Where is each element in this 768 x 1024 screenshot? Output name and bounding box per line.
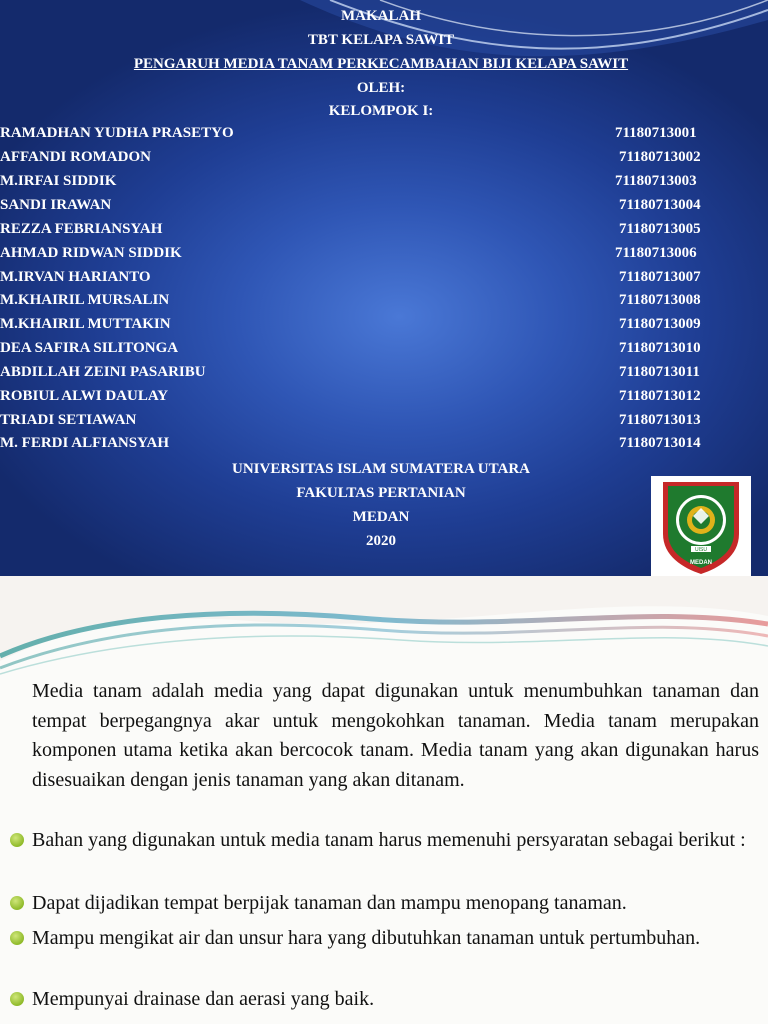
bullet-icon: [10, 992, 24, 1006]
bullet-icon: [10, 931, 24, 945]
uisu-shield-icon: [651, 476, 751, 576]
member-name: ABDILLAH ZEINI PASARIBU: [0, 364, 206, 380]
city: MEDAN: [352, 509, 410, 525]
member-nim: 71180713002: [619, 149, 701, 165]
member-name: REZZA FEBRIANSYAH: [0, 221, 163, 237]
member-nim: 71180713004: [619, 197, 701, 213]
bullet-icon: [10, 833, 24, 847]
member-nim: 71180713012: [619, 388, 701, 404]
bullet-item: Mempunyai drainase dan aerasi yang baik.: [32, 988, 375, 1010]
member-name: ROBIUL ALWI DAULAY: [0, 388, 169, 404]
member-nim: 71180713013: [619, 412, 701, 428]
content-slide: [0, 576, 768, 1024]
by-label: OLEH:: [356, 80, 406, 96]
member-name: M. FERDI ALFIANSYAH: [0, 435, 170, 451]
member-name: AFFANDI ROMADON: [0, 149, 151, 165]
logo-city-text: MEDAN: [690, 560, 712, 566]
member-name: M.KHAIRIL MURSALIN: [0, 292, 170, 308]
decorative-wave: [0, 576, 768, 676]
member-nim: 71180713003: [615, 173, 697, 189]
member-nim: 71180713007: [619, 269, 701, 285]
member-name: DEA SAFIRA SILITONGA: [0, 340, 179, 356]
member-nim: 71180713011: [619, 364, 700, 380]
bullet-item: Mampu mengikat air dan unsur hara yang dibutuhkan tanaman untuk pertumbuhan.: [32, 927, 701, 949]
member-nim: 71180713001: [615, 125, 697, 141]
university-logo: [651, 476, 751, 576]
bullet-item: Dapat dijadikan tempat berpijak tanaman dan mampu menopang tanaman.: [32, 892, 627, 914]
group-label: KELOMPOK I:: [328, 103, 434, 119]
bullet-icon: [10, 896, 24, 910]
doc-type: MAKALAH: [341, 8, 421, 24]
year: 2020: [366, 533, 396, 549]
member-name: AHMAD RIDWAN SIDDIK: [0, 245, 182, 261]
course-title: TBT KELAPA SAWIT: [307, 32, 455, 48]
member-nim: 71180713008: [619, 292, 701, 308]
faculty-name: FAKULTAS PERTANIAN: [296, 485, 466, 501]
member-name: M.IRFAI SIDDIK: [0, 173, 117, 189]
member-name: SANDI IRAWAN: [0, 197, 112, 213]
member-name: M.IRVAN HARIANTO: [0, 269, 151, 285]
university-name: UNIVERSITAS ISLAM SUMATERA UTARA: [232, 461, 530, 477]
member-nim: 71180713006: [615, 245, 697, 261]
member-nim: 71180713009: [619, 316, 701, 332]
member-name: TRIADI SETIAWAN: [0, 412, 137, 428]
member-name: RAMADHAN YUDHA PRASETYO: [0, 125, 234, 141]
member-nim: 71180713005: [619, 221, 701, 237]
bullet-item: Bahan yang digunakan untuk media tanam harus memenuhi persyaratan sebagai berikut :: [32, 829, 746, 851]
logo-badge-text: UISU: [695, 547, 707, 553]
paper-title: PENGARUH MEDIA TANAM PERKECAMBAHAN BIJI KELAPA SAWIT: [133, 56, 629, 72]
member-nim: 71180713010: [619, 340, 701, 356]
member-name: M.KHAIRIL MUTTAKIN: [0, 316, 171, 332]
intro-paragraph: Media tanam adalah media yang dapat digunakan untuk menumbuhkan tanaman dan tempat berpegangnya akar untuk mengokohkan tanaman. Media tanam merupakan komponen utama ketika akan bercocok tanam. Media tanam yang akan digunakan harus disesuaikan dengan jenis tanaman yang akan ditanam.: [32, 680, 759, 791]
member-nim: 71180713014: [619, 435, 701, 451]
